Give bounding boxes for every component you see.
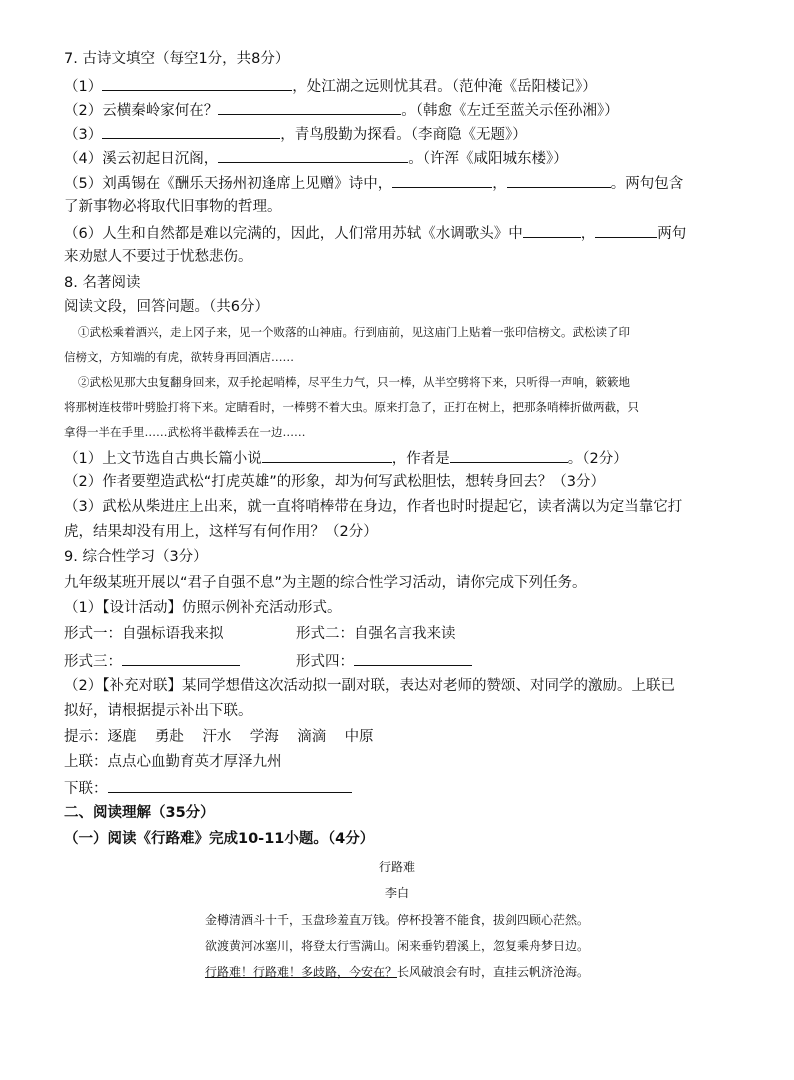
form-2: 形式二：自强名言我来读 [296, 626, 456, 642]
q9-task-2-cont: 拟好，请根据提示补出下联。 [64, 703, 253, 719]
q8-sub-2: （2）作者要塑造武松“打虎英雄”的形象，却为何写武松胆怯，想转身回去？（3分） [64, 474, 605, 490]
q9-title: 9. 综合性学习（3分） [64, 549, 208, 565]
item-text: 刘禹锡在《酬乐天扬州初逢席上见赠》诗中， [102, 176, 393, 192]
poem-title: 行路难 [378, 860, 415, 874]
answer-blank[interactable] [108, 777, 352, 793]
q9-intro: 九年级某班开展以“君子自强不息”为主题的综合性学习活动，请你完成下列任务。 [64, 575, 587, 591]
q7-item-4 [64, 147, 568, 169]
answer-blank[interactable] [354, 650, 472, 666]
form-3 [64, 650, 240, 672]
passage-line: 拿得一半在手里……武松将半截棒丢在一边…… [64, 425, 306, 439]
item-number: （3） [64, 127, 103, 143]
q7-item-5-cont: 了新事物必将取代旧事物的哲理。 [64, 199, 282, 215]
answer-blank[interactable] [595, 222, 657, 238]
couplet-lower [64, 777, 352, 799]
item-number: （2） [64, 103, 103, 119]
poem-text: 长风破浪会有时，直挂云帆济沧海。 [397, 965, 590, 979]
couplet-upper: 上联：点点心血勤育英才厚泽九州 [64, 754, 282, 770]
underlined-text: 行路难！行路难！多歧路，今安在？ [204, 965, 397, 979]
answer-blank[interactable] [523, 222, 581, 238]
passage-line: ②武松见那大虫复翻身回来，双手抡起哨棒，尽平生力气，只一棒，从半空劈将下来，只听得一声响，簌簌地 [78, 375, 630, 389]
section-2-title: 二、阅读理解（35分） [64, 805, 215, 821]
passage-line: ①武松乘着酒兴，走上冈子来，见一个败落的山神庙。行到庙前，见这庙门上贴着一张印信榜文。武松读了印 [78, 325, 630, 339]
answer-blank[interactable] [102, 75, 292, 91]
item-number: （5） [64, 176, 103, 192]
item-text: ，作者是 [391, 451, 450, 467]
item-source: 。（许浑《咸阳城东楼》） [408, 151, 568, 167]
answer-blank[interactable] [262, 447, 392, 463]
item-text: 。两句包含 [610, 176, 684, 192]
q7-item-6-cont: 来劝慰人不要过于忧愁悲伤。 [64, 249, 253, 265]
couplet-hint: 提示：逐鹿 勇赴 汗水 学海 滴滴 中原 [64, 729, 374, 745]
q8-intro: 阅读文段，回答问题。（共6分） [64, 299, 269, 315]
item-text: 人生和自然都是难以完满的，因此，人们常用苏轼《水调歌头》中 [102, 226, 523, 242]
item-text: ， [580, 226, 596, 242]
answer-blank[interactable] [392, 172, 492, 188]
form-4 [296, 650, 472, 672]
q7-item-6 [64, 222, 686, 244]
form-label: 下联： [64, 781, 108, 797]
item-text: 两句 [657, 226, 687, 242]
q8-title: 8. 名著阅读 [64, 275, 141, 291]
poem-line: 金樽清酒斗十千，玉盘珍羞直万钱。停杯投箸不能食，拔剑四顾心茫然。 [204, 913, 589, 927]
item-number: （1） [64, 451, 103, 467]
item-source: 。（韩愈《左迁至蓝关示侄孙湘》） [401, 103, 619, 119]
poem-author: 李白 [384, 886, 409, 900]
item-text: 。（2分） [567, 451, 628, 467]
form-label: 形式四： [296, 654, 354, 670]
item-number: （4） [64, 151, 103, 167]
poem-line: 欲渡黄河冰塞川，将登太行雪满山。闲来垂钓碧溪上，忽复乘舟梦日边。 [204, 939, 589, 953]
item-text: 溪云初起日沉阁， [102, 151, 219, 167]
q7-item-2 [64, 99, 619, 121]
q8-sub-3: （3）武松从柴进庄上出来，就一直将哨棒带在身边，作者也时时提起它，读者满以为定当靠它打 [64, 499, 683, 515]
form-label: 形式三： [64, 654, 122, 670]
item-text: 云横秦岭家何在？ [102, 103, 219, 119]
answer-blank[interactable] [218, 99, 401, 115]
q9-task-2: （2）【补充对联】某同学想借这次活动拟一副对联，表达对老师的赞颂、对同学的激励。上联已 [64, 678, 675, 694]
answer-blank[interactable] [122, 650, 240, 666]
form-1: 形式一：自强标语我来拟 [64, 626, 224, 642]
poem-line [0, 963, 794, 981]
q7-item-5 [64, 172, 683, 194]
answer-blank[interactable] [102, 123, 280, 139]
item-text: ， [492, 176, 507, 192]
q8-sub-1 [64, 447, 628, 469]
passage-line: 将那树连枝带叶劈脸打将下来。定睛看时，一棒劈不着大虫。原来打急了，正打在树上，把那条哨棒折做两截，只 [64, 400, 639, 414]
answer-blank[interactable] [450, 447, 568, 463]
q7-item-1 [64, 75, 597, 97]
q8-sub-3-cont: 虎，结果却没有用上，这样写有何作用？（2分） [64, 524, 378, 540]
answer-blank[interactable] [507, 172, 611, 188]
section-2-subtitle: （一）阅读《行路难》完成10-11小题。（4分） [64, 831, 375, 847]
passage-line: 信榜文，方知端的有虎，欲转身再回酒店…… [64, 350, 294, 364]
q7-item-3 [64, 123, 527, 145]
item-text: ，青鸟殷勤为探看。（李商隐《无题》） [280, 127, 527, 143]
item-text: ，处江湖之远则忧其君。（范仲淹《岳阳楼记》） [292, 79, 597, 95]
answer-blank[interactable] [218, 147, 408, 163]
item-number: （1） [64, 79, 103, 95]
item-number: （6） [64, 226, 103, 242]
q7-title: 7. 古诗文填空（每空1分，共8分） [64, 51, 290, 67]
q9-task-1: （1）【设计活动】仿照示例补充活动形式。 [64, 600, 342, 616]
item-text: 上文节选自古典长篇小说 [102, 451, 262, 467]
